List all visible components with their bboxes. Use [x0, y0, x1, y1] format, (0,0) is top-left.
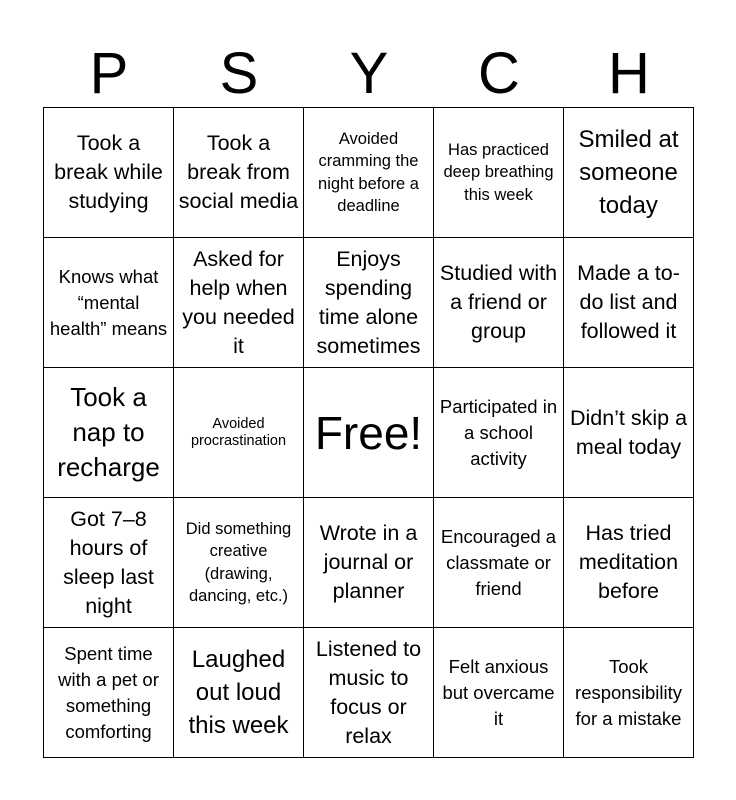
cell-text: Took a break from social media: [178, 131, 299, 213]
cell-text: Smiled at someone today: [578, 126, 679, 219]
bingo-cell[interactable]: [434, 498, 564, 628]
cell-text: Has practiced deep breathing this week: [443, 140, 554, 204]
header-letter-p: P: [89, 41, 129, 106]
bingo-cell[interactable]: [564, 368, 694, 498]
cell-text: Knows what “mental health” means: [49, 265, 168, 339]
bingo-cell[interactable]: [564, 238, 694, 368]
cell-text: Made a to-do list and followed it: [577, 261, 680, 343]
bingo-board: [43, 107, 694, 758]
cell-text: Spent time with a pet or something comforting: [58, 642, 159, 742]
bingo-header: [44, 40, 694, 108]
cell-text: Felt anxious but overcame it: [442, 655, 555, 729]
bingo-cell[interactable]: [44, 498, 174, 628]
cell-text: Enjoys spending time alone sometimes: [316, 246, 421, 358]
bingo-cell[interactable]: [44, 108, 174, 238]
free-space-text: Free!: [314, 406, 423, 459]
cell-text: Encouraged a classmate or friend: [440, 525, 557, 599]
cell-text: Laughed out loud this week: [188, 646, 289, 739]
cell-text: Listened to music to focus or relax: [315, 636, 422, 748]
bingo-cell[interactable]: [174, 498, 304, 628]
header-letter-s: S: [219, 41, 259, 106]
header-letter-y: Y: [349, 41, 389, 106]
header-letter-h: H: [608, 41, 650, 106]
bingo-cell[interactable]: [174, 368, 304, 498]
bingo-cell[interactable]: [564, 108, 694, 238]
bingo-cell[interactable]: [44, 628, 174, 758]
cell-text: Wrote in a journal or planner: [319, 521, 418, 603]
bingo-cell[interactable]: [434, 238, 564, 368]
cell-text: Studied with a friend or group: [439, 261, 558, 343]
bingo-cell[interactable]: [44, 238, 174, 368]
cell-text: Didn’t skip a meal today: [569, 405, 688, 459]
bingo-cell[interactable]: [44, 368, 174, 498]
bingo-cell[interactable]: [564, 498, 694, 628]
cell-text: Avoided cramming the night before a deadline: [318, 129, 419, 215]
bingo-cell[interactable]: [174, 628, 304, 758]
cell-text: Asked for help when you needed it: [182, 246, 295, 358]
bingo-cell[interactable]: [174, 238, 304, 368]
bingo-cell[interactable]: [304, 498, 434, 628]
cell-text: Has tried meditation before: [578, 521, 679, 603]
cell-text: Participated in a school activity: [439, 395, 558, 469]
cell-text: Took a break while studying: [54, 131, 163, 213]
cell-text: Got 7–8 hours of sleep last night: [63, 506, 154, 618]
bingo-cell[interactable]: [434, 628, 564, 758]
free-space-cell[interactable]: [304, 368, 434, 498]
cell-text: Did something creative (drawing, dancing, etc.): [185, 519, 292, 605]
bingo-cell[interactable]: [434, 108, 564, 238]
cell-text: Took responsibility for a mistake: [575, 655, 682, 729]
header-letter-c: C: [478, 41, 520, 106]
cell-text: Avoided procrastination: [190, 415, 287, 449]
bingo-cell[interactable]: [564, 628, 694, 758]
bingo-cell[interactable]: [304, 628, 434, 758]
bingo-cell[interactable]: [304, 108, 434, 238]
bingo-cell[interactable]: [434, 368, 564, 498]
cell-text: Took a nap to recharge: [57, 382, 160, 482]
bingo-cell[interactable]: [304, 238, 434, 368]
bingo-cell[interactable]: [174, 108, 304, 238]
